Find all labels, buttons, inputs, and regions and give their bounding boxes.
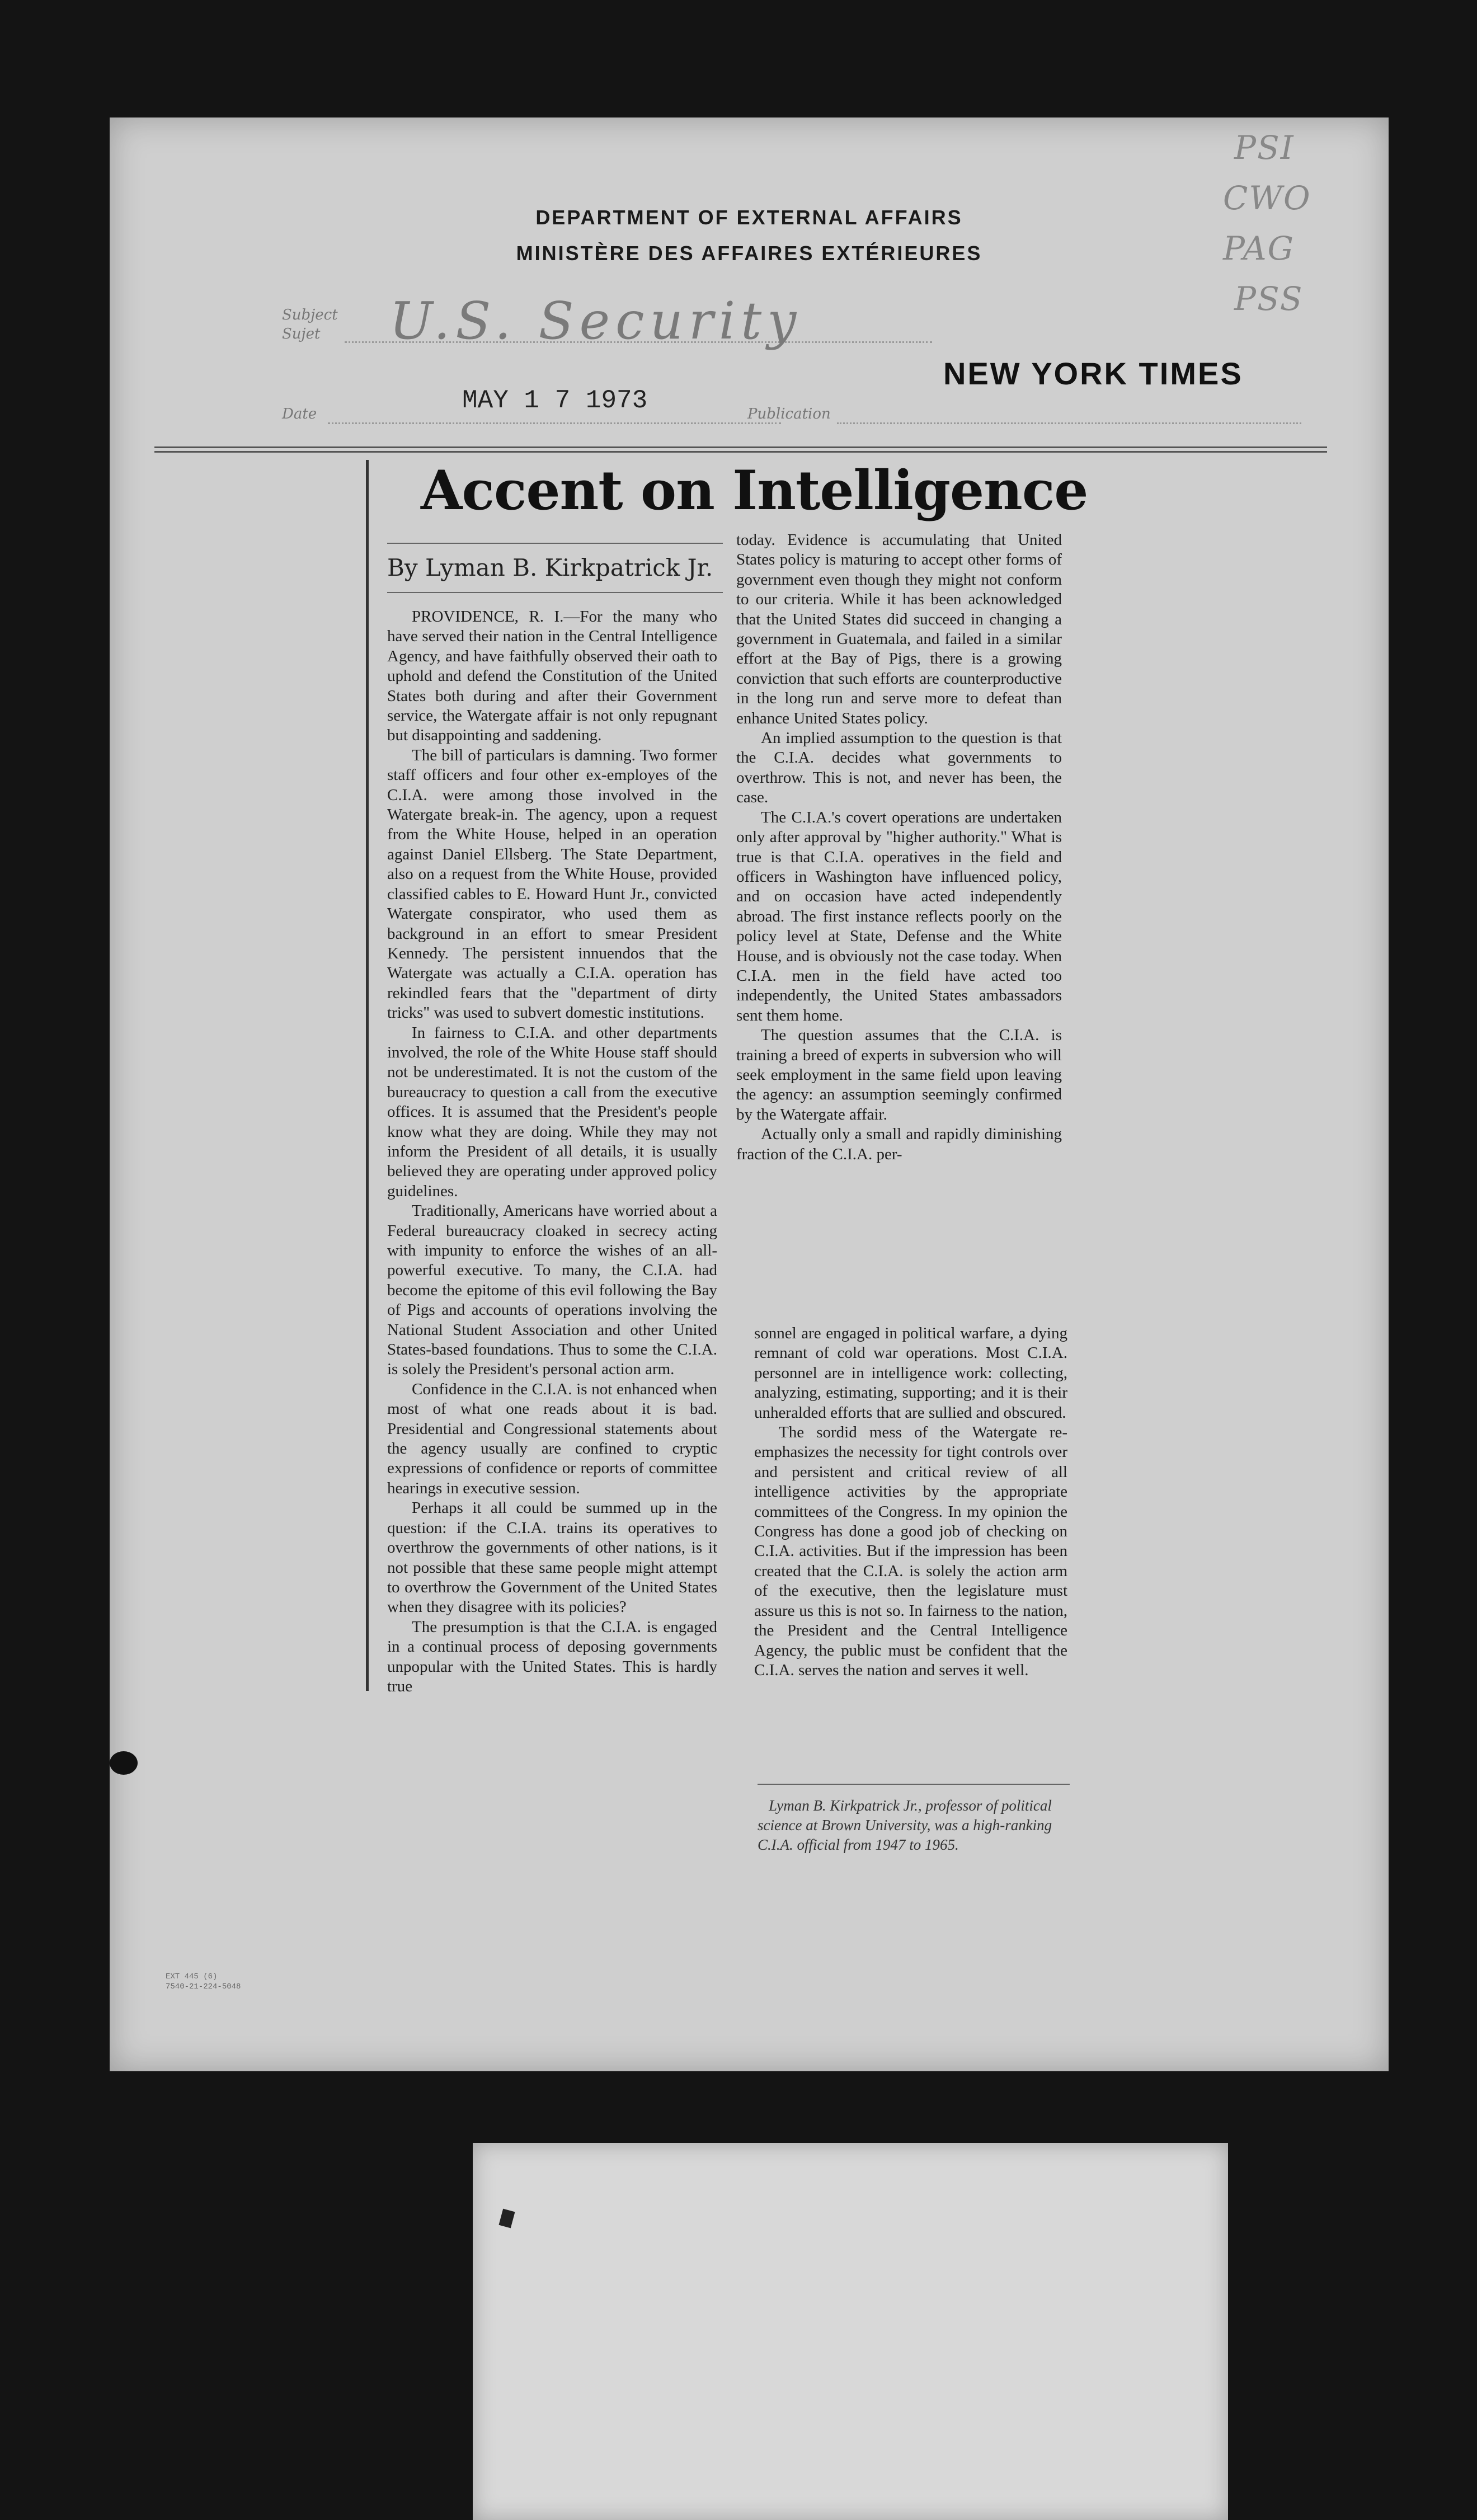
header-rule-2 bbox=[154, 451, 1327, 453]
paragraph: Actually only a small and rapidly diminishing fraction of the C.I.A. per- bbox=[736, 1125, 1062, 1163]
column-rule bbox=[366, 460, 369, 1691]
paragraph: The sordid mess of the Watergate re-emphasizes the necessity for tight controls over and persistent and critical review of all intelligence activities by the appropriate committees of the Congress. In my opinion the Congress has done a good job of checking on C.I.A. activities. But if the impression has been created that the C.I.A. is solely the action arm of the executive, then the legislature must assure us this is not so. In fairness to the nation, the President and the Central Intelligence Agency, the public must be confident that the C.I.A. serves the nation and serves it well. bbox=[754, 1423, 1067, 1679]
department-title-en: DEPARTMENT OF EXTERNAL AFFAIRS bbox=[535, 206, 963, 229]
paragraph: In fairness to C.I.A. and other departments involved, the role of the White House staff should not be underestimated. It is not the custom of the bureaucracy to question a call from the executive offices. It is assumed that the President's people know what they are doing. While they may not inform the President of all details, it is usually believed they are operating under approved policy guidelines. bbox=[387, 1023, 717, 1200]
article-column-2-top bbox=[736, 530, 1062, 1164]
print-code-line: 7540-21-224-5048 bbox=[166, 1982, 241, 1991]
subject-handwritten: U.S. Security bbox=[389, 291, 802, 351]
article-headline: Accent on Intelligence bbox=[421, 459, 1088, 522]
article-column-1 bbox=[387, 607, 717, 1696]
byline-rule-top bbox=[387, 543, 723, 544]
byline-rule-bottom bbox=[387, 592, 723, 593]
form-print-code bbox=[166, 1972, 241, 1992]
routing-note-2: CWO bbox=[1223, 179, 1311, 217]
paragraph: The presumption is that the C.I.A. is engaged in a continual process of deposing governments unpopular with the United States. This is hardly true bbox=[387, 1618, 717, 1695]
print-code-line: EXT 445 (6) bbox=[166, 1972, 218, 1981]
clipping-sheet bbox=[110, 117, 1389, 2071]
routing-note-3: PAG bbox=[1223, 229, 1295, 267]
routing-note-4: PSS bbox=[1234, 280, 1304, 318]
paragraph: Traditionally, Americans have worried about a Federal bureaucracy cloaked in secrecy acting with impunity to enforce the wishes of an all-powerful executive. To many, the C.I.A. had become the epitome of this evil following the Bay of Pigs and accounts of operations involving the National Student Association and other United States-based foundations. Thus to some the C.I.A. is solely the President's personal action arm. bbox=[387, 1202, 717, 1379]
paragraph: The bill of particulars is damning. Two former staff officers and four other ex-employes of the C.I.A. were among those involved in the Watergate break-in. The agency, upon a request from the White House, helped in an operation against Daniel Ellsberg. The State Department, also on a request from the White House, provided classified cables to E. Howard Hunt Jr., convicted Watergate conspirator, who used them as background in an effort to smear President Kennedy. The persistent innuendos that the Watergate was actually a C.I.A. operation has rekindled fears that the "department of dirty tricks" was used to subvert domestic institutions. bbox=[387, 746, 717, 1022]
date-stamp: MAY 1 7 1973 bbox=[462, 386, 648, 415]
paragraph: The C.I.A.'s covert operations are undertaken only after approval by "higher authority." What is true is that C.I.A. operatives in the field and officers in Washington have influenced policy, and on occasion have acted independently abroad. The first instance reflects poorly on the policy level at State, Defense and the White House, and is obviously not the case today. When C.I.A. men in the field have acted too independently, the United States ambassadors sent them home. bbox=[736, 808, 1062, 1024]
subject-label-fr: Sujet bbox=[282, 326, 321, 342]
paragraph: Confidence in the C.I.A. is not enhanced when most of what one reads about it is bad. Presidential and Congressional statements about the agency usually are confined to cryptic expressions of confidence or reports of committee hearings in executive session. bbox=[387, 1380, 717, 1497]
slip-mark bbox=[498, 2209, 515, 2228]
header-rule-1 bbox=[154, 446, 1327, 448]
publication-line bbox=[837, 422, 1301, 424]
date-label: Date bbox=[282, 406, 317, 422]
article-column-2-bottom bbox=[754, 1324, 1067, 1680]
author-bio: Lyman B. Kirkpatrick Jr., professor of political science at Brown University, was a high-ranking C.I.A. official from 1947 to 1965. bbox=[758, 1797, 1052, 1853]
paragraph: sonnel are engaged in political warfare, a dying remnant of cold war operations. Most C.I.A. personnel are in intelligence work: collecting, analyzing, estimating, supporting; and it is their unheralded efforts that are sullied and obscured. bbox=[754, 1324, 1067, 1422]
paragraph: An implied assumption to the question is that the C.I.A. decides what governments to overthrow. This is not, and never has been, the case. bbox=[736, 729, 1062, 807]
blank-slip bbox=[473, 2143, 1228, 2520]
paragraph: Perhaps it all could be summed up in the question: if the C.I.A. trains its operatives to overthrow the governments of other nations, is it not possible that these same people might attempt to overthrow the Government of the United States when they disagree with its policies? bbox=[387, 1499, 717, 1616]
date-line bbox=[328, 422, 781, 424]
bio-rule bbox=[758, 1784, 1070, 1785]
routing-note-1: PSI bbox=[1234, 129, 1295, 167]
subject-label: Subject bbox=[282, 307, 338, 323]
paragraph: today. Evidence is accumulating that United States policy is maturing to accept other forms of government even though they might not conform to our criteria. While it has been acknowledged that the United States did succeed in changing a government in Guatemala, and failed in a similar effort at the Bay of Pigs, there is a growing conviction that such efforts are counterproductive in the long run and serve more to defeat than enhance United States policy. bbox=[736, 531, 1062, 727]
article-byline: By Lyman B. Kirkpatrick Jr. bbox=[387, 554, 713, 581]
publication-label: Publication bbox=[747, 406, 831, 422]
paragraph: The question assumes that the C.I.A. is training a breed of experts in subversion who will seek employment in the same field upon leaving the agency: an assumption seemingly confirmed by the Watergate affair. bbox=[736, 1026, 1062, 1123]
paragraph: PROVIDENCE, R. I.—For the many who have served their nation in the Central Intelligence Agency, and have faithfully observed their oath to uphold and defend the Constitution of the United States both during and after their Government service, the Watergate affair is not only repugnant but disappointing and saddening. bbox=[387, 608, 717, 745]
ink-blot bbox=[110, 1751, 138, 1775]
publication-name: NEW YORK TIMES bbox=[943, 356, 1243, 391]
department-title-fr: MINISTÈRE DES AFFAIRES EXTÉRIEURES bbox=[516, 242, 982, 265]
